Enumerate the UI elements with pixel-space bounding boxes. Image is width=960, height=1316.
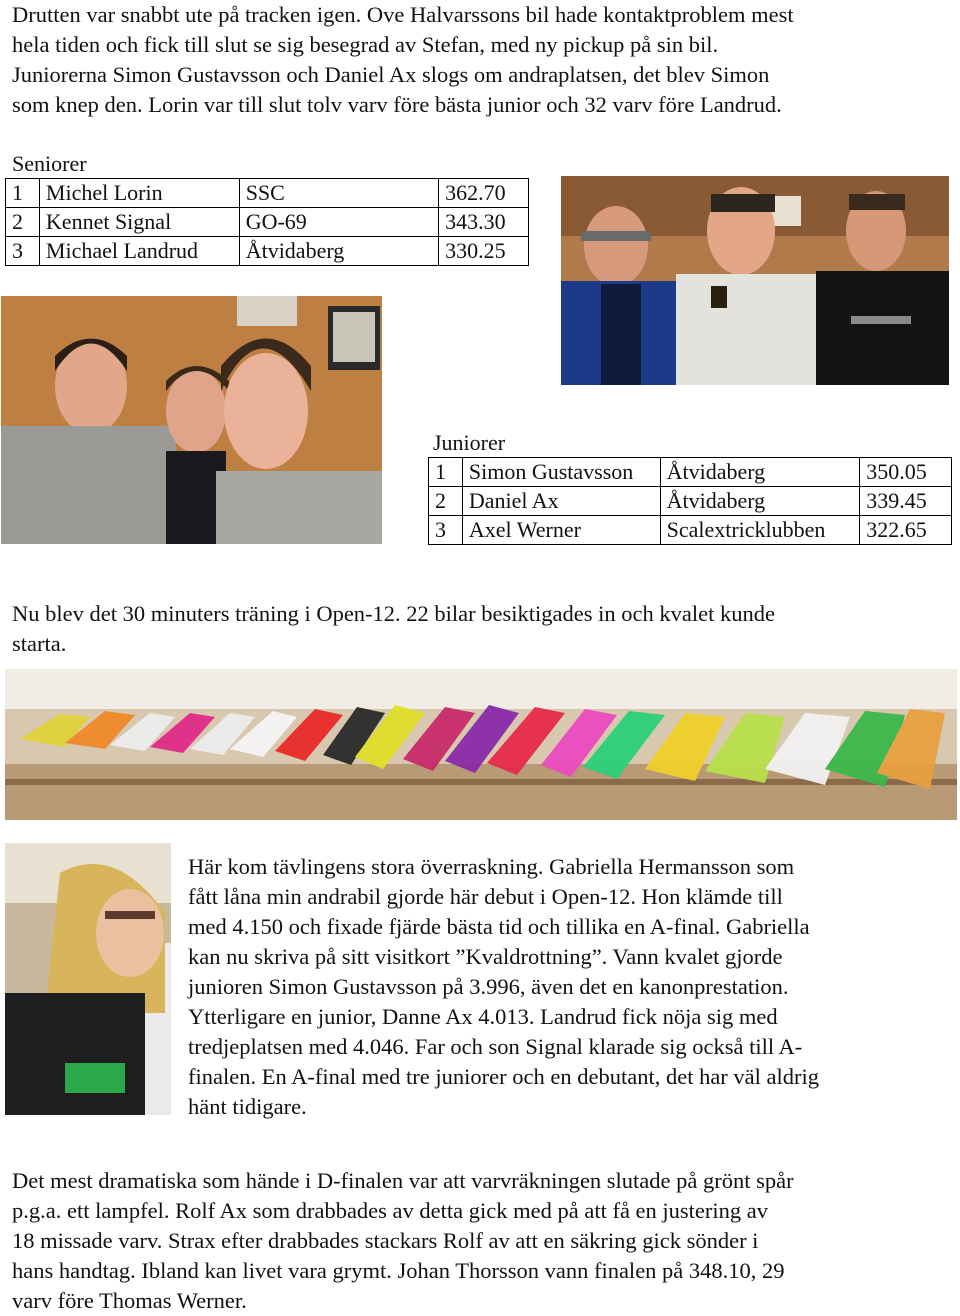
- position-cell: 3: [6, 237, 40, 266]
- table-row: [6, 208, 529, 237]
- position-cell: 1: [429, 458, 463, 487]
- position-cell: 1: [6, 179, 40, 208]
- table-row: [6, 237, 529, 266]
- text-line: hänt tidigare.: [188, 1094, 307, 1119]
- score-cell: 350.05: [860, 458, 952, 487]
- club-cell: Scalextricklubben: [660, 516, 860, 545]
- score-cell: 339.45: [860, 487, 952, 516]
- open12-paragraph: [12, 599, 952, 659]
- text-line: kan nu skriva på sitt visitkort ”Kvaldrottning”. Vann kvalet gjorde: [188, 944, 783, 969]
- seniors-title: Seniorer: [12, 151, 87, 176]
- surprise-paragraph: [188, 852, 948, 1122]
- text-line: Drutten var snabbt ute på tracken igen. Ove Halvarssons bil hade kontaktproblem mest: [12, 2, 794, 27]
- text-line: tredjeplatsen med 4.046. Far och son Signal klarade sig också till A-: [188, 1034, 803, 1059]
- score-cell: 330.25: [439, 237, 529, 266]
- name-cell: Michel Lorin: [39, 179, 239, 208]
- text-line: finalen. En A-final med tre juniorer och en debutant, det har väl aldrig: [188, 1064, 820, 1089]
- text-line: Nu blev det 30 minuters träning i Open-12. 22 bilar besiktigades in och kvalet kunde: [12, 601, 775, 626]
- name-cell: Axel Werner: [462, 516, 660, 545]
- juniors-winners-photo: [1, 296, 382, 544]
- name-cell: Kennet Signal: [39, 208, 239, 237]
- text-line: Ytterligare en junior, Danne Ax 4.013. Landrud fick nöja sig med: [188, 1004, 778, 1029]
- text-line: Här kom tävlingens stora överraskning. Gabriella Hermansson som: [188, 854, 795, 879]
- text-line: Juniorerna Simon Gustavsson och Daniel Ax slogs om andraplatsen, det blev Simon: [12, 62, 770, 87]
- text-line: starta.: [12, 631, 67, 656]
- gabriella-photo: [5, 843, 171, 1115]
- table-row: [429, 487, 952, 516]
- text-line: 18 missade varv. Strax efter drabbades stackars Rolf av att en säkring gick sönder i: [12, 1228, 759, 1253]
- table-row: [429, 516, 952, 545]
- score-cell: 343.30: [439, 208, 529, 237]
- club-cell: SSC: [239, 179, 438, 208]
- name-cell: Daniel Ax: [462, 487, 660, 516]
- text-line: junioren Simon Gustavsson på 3.996, även det en kanonprestation.: [188, 974, 789, 999]
- score-cell: 322.65: [860, 516, 952, 545]
- text-line: Det mest dramatiska som hände i D-finalen var att varvräkningen slutade på grönt spår: [12, 1168, 794, 1193]
- table-row: [6, 179, 529, 208]
- slot-cars-photo: [5, 669, 957, 820]
- text-line: med 4.150 och fixade fjärde bästa tid och tillika en A-final. Gabriella: [188, 914, 810, 939]
- juniors-table: [428, 457, 952, 545]
- dfinal-paragraph: [12, 1166, 952, 1316]
- text-line: p.g.a. ett lampfel. Rolf Ax som drabbades av detta gick med på att få en justering av: [12, 1198, 769, 1223]
- intro-paragraph: [12, 0, 952, 120]
- position-cell: 2: [6, 208, 40, 237]
- text-line: varv före Thomas Werner.: [12, 1288, 247, 1313]
- text-line: fått låna min andrabil gjorde här debut i Open-12. Hon klämde till: [188, 884, 783, 909]
- text-line: hans handtag. Ibland kan livet vara grymt. Johan Thorsson vann finalen på 348.10, 29: [12, 1258, 785, 1283]
- position-cell: 2: [429, 487, 463, 516]
- club-cell: GO-69: [239, 208, 438, 237]
- text-line: hela tiden och fick till slut se sig besegrad av Stefan, med ny pickup på sin bil.: [12, 32, 719, 57]
- seniors-table: [5, 178, 529, 266]
- score-cell: 362.70: [439, 179, 529, 208]
- seniors-winners-photo: [561, 176, 949, 385]
- club-cell: Åtvidaberg: [660, 458, 860, 487]
- table-row: [429, 458, 952, 487]
- text-line: som knep den. Lorin var till slut tolv varv före bästa junior och 32 varv före Landrud.: [12, 92, 782, 117]
- club-cell: Åtvidaberg: [660, 487, 860, 516]
- name-cell: Michael Landrud: [39, 237, 239, 266]
- name-cell: Simon Gustavsson: [462, 458, 660, 487]
- position-cell: 3: [429, 516, 463, 545]
- club-cell: Åtvidaberg: [239, 237, 438, 266]
- juniors-title: Juniorer: [433, 430, 506, 455]
